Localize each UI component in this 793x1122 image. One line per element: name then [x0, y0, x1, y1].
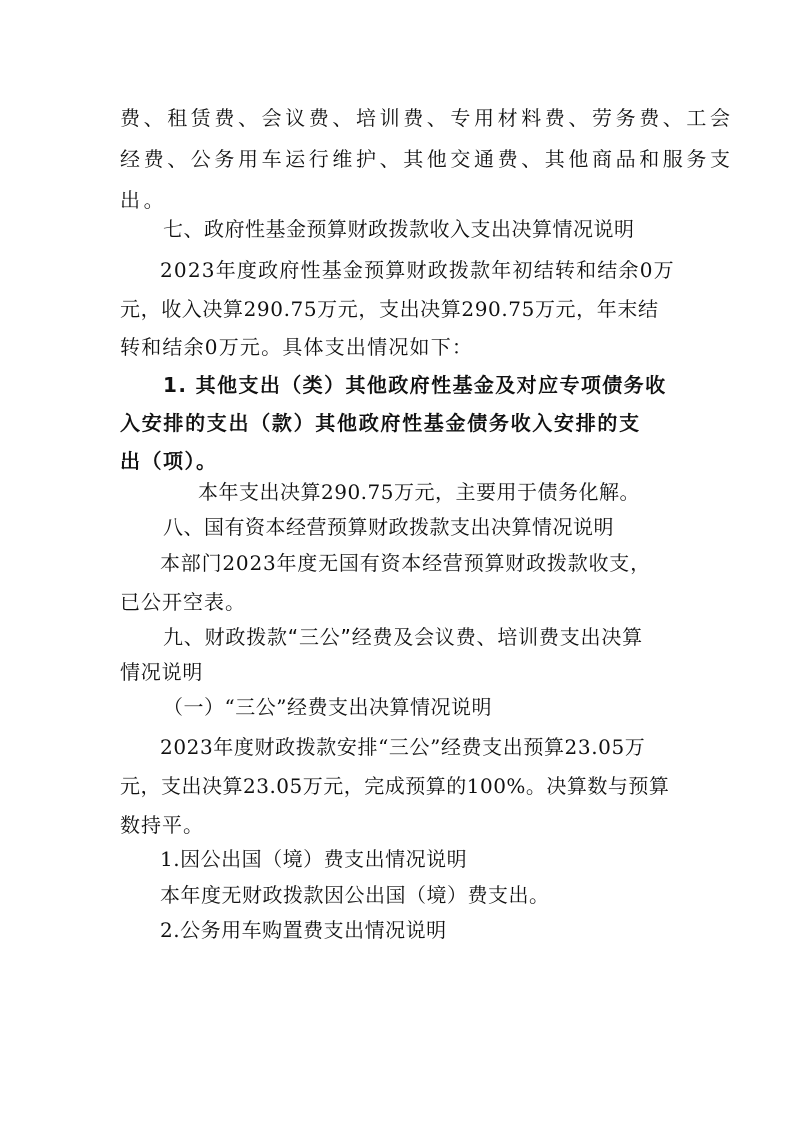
body-text-line: 元，支出决算23.05万元，完成预算的100%。决算数与预算: [120, 774, 670, 798]
body-text-line: 经费、公务用车运行维护、其他交通费、其他商品和服务支: [120, 147, 734, 171]
body-text-line: 元，收入决算290.75万元，支出决算290.75万元，年末结: [120, 297, 659, 321]
subsection-heading: 入安排的支出（款）其他政府性基金债务收入安排的支: [120, 411, 641, 435]
body-text-line: 2023年度财政拨款安排“三公”经费支出预算23.05万: [160, 735, 646, 759]
body-text-line: 本年支出决算290.75万元，主要用于债务化解。: [198, 480, 640, 504]
section-heading-7: 七、政府性基金预算财政拨款收入支出决算情况说明: [163, 217, 635, 241]
subsection-title: （一）“三公”经费支出决算情况说明: [163, 695, 492, 719]
body-text-line: 已公开空表。: [120, 590, 246, 614]
subsection-heading: 1. 其他支出（类）其他政府性基金及对应专项债务收: [163, 373, 667, 397]
item-title: 1.因公出国（境）费支出情况说明: [160, 847, 468, 871]
section-heading-8: 八、国有资本经营预算财政拨款支出决算情况说明: [163, 515, 614, 539]
subsection-heading: 出（项）。: [120, 449, 218, 473]
item-title: 2.公务用车购置费支出情况说明: [160, 918, 447, 942]
body-text-line: 本年度无财政拨款因公出国（境）费支出。: [160, 883, 550, 907]
body-text-line: 数持平。: [120, 813, 204, 837]
section-heading-9-cont: 情况说明: [120, 660, 204, 684]
body-text-line: 出。: [120, 188, 168, 212]
body-text-line: 费、租赁费、会议费、培训费、专用材料费、劳务费、工会: [120, 106, 734, 130]
section-heading-9: 九、财政拨款“三公”经费及会议费、培训费支出决算: [163, 625, 643, 649]
body-text-line: 本部门2023年度无国有资本经营预算财政拨款收支，: [160, 551, 651, 575]
body-text-line: 转和结余0万元。具体支出情况如下：: [120, 335, 474, 359]
body-text-line: 2023年度政府性基金预算财政拨款年初结转和结余0万: [160, 258, 675, 282]
